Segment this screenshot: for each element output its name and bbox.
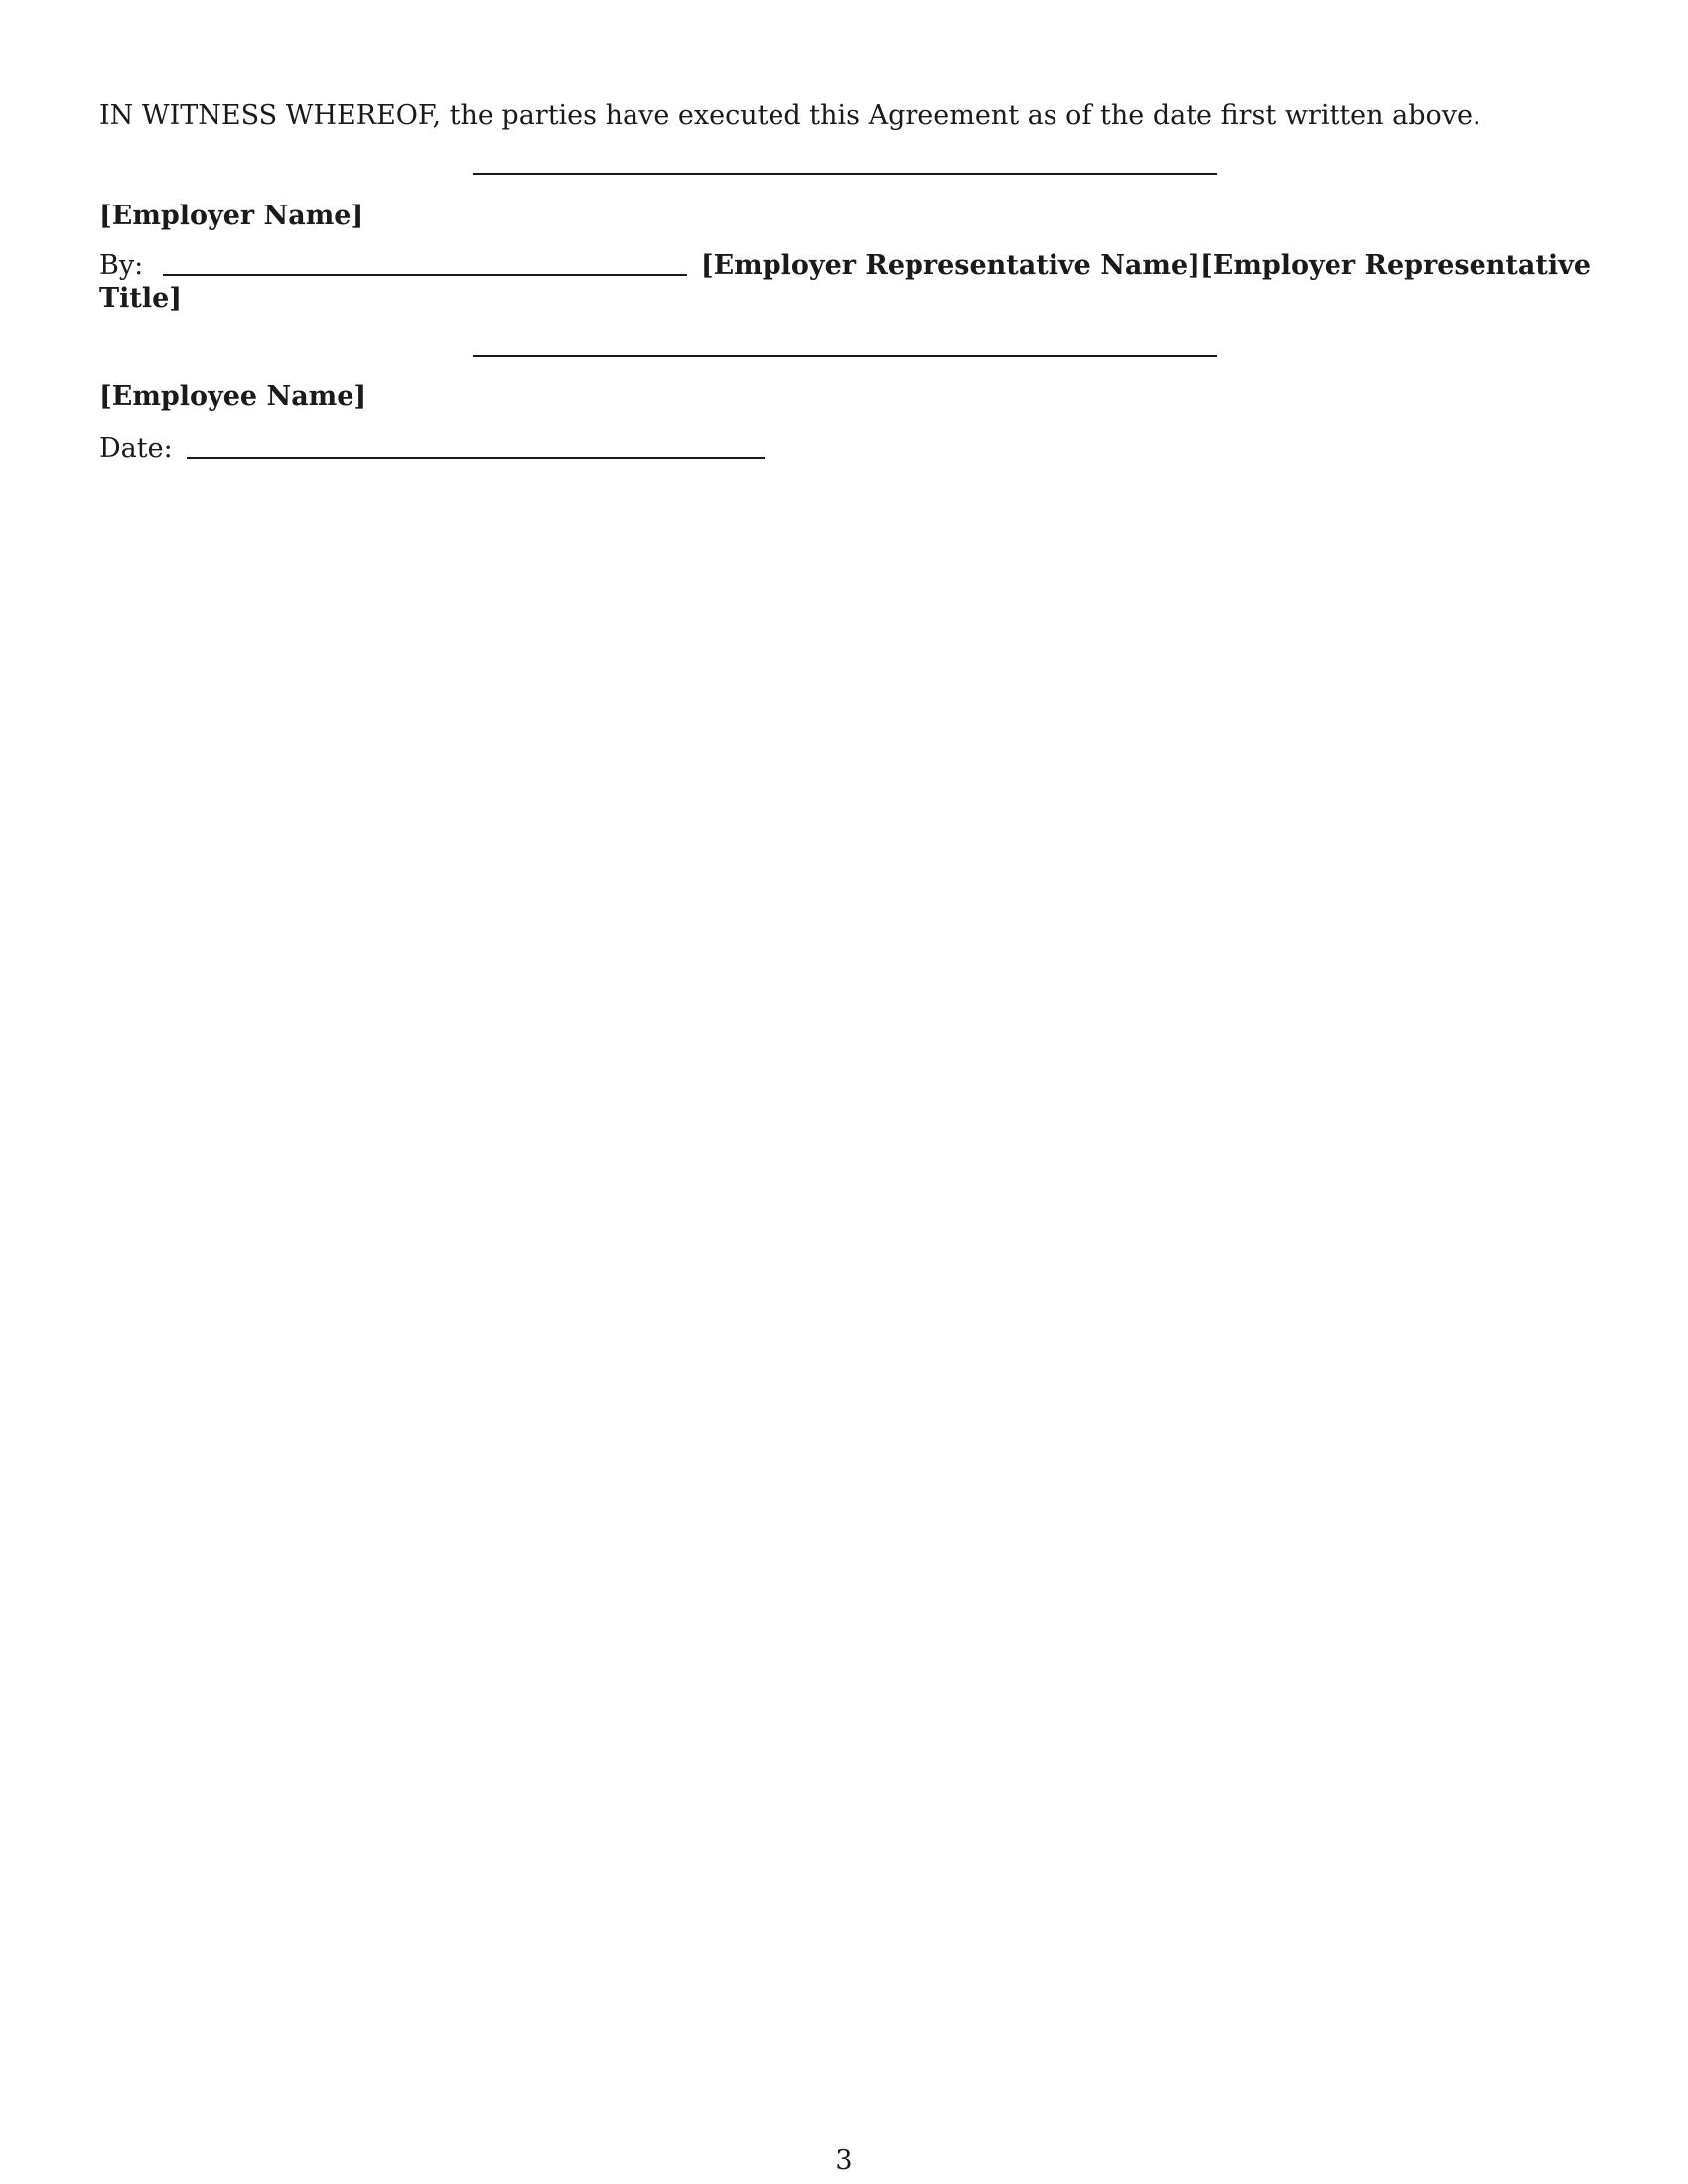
employer-representative-title-end: Title]: [99, 283, 183, 314]
employer-representative-block: [701, 249, 1591, 283]
by-signature-line[interactable]: [163, 252, 687, 276]
page-number: 3: [835, 2145, 853, 2176]
employer-representative-title-start: [Employer Representative: [1199, 250, 1591, 281]
date-line[interactable]: [187, 435, 765, 459]
employer-signature-line[interactable]: [473, 173, 1217, 175]
employer-name-placeholder: [Employer Name]: [99, 201, 364, 231]
date-label: Date:: [99, 433, 173, 464]
employer-by-row: [99, 249, 1591, 283]
employee-name-placeholder: [Employee Name]: [99, 381, 367, 412]
employee-signature-line[interactable]: [473, 355, 1217, 357]
witness-statement: IN WITNESS WHEREOF, the parties have executed this Agreement as of the date first written above.: [99, 100, 1481, 131]
employer-representative-name: [Employer Representative Name]: [700, 250, 1200, 281]
employee-date-row: [99, 432, 765, 466]
by-label: By:: [99, 250, 144, 281]
